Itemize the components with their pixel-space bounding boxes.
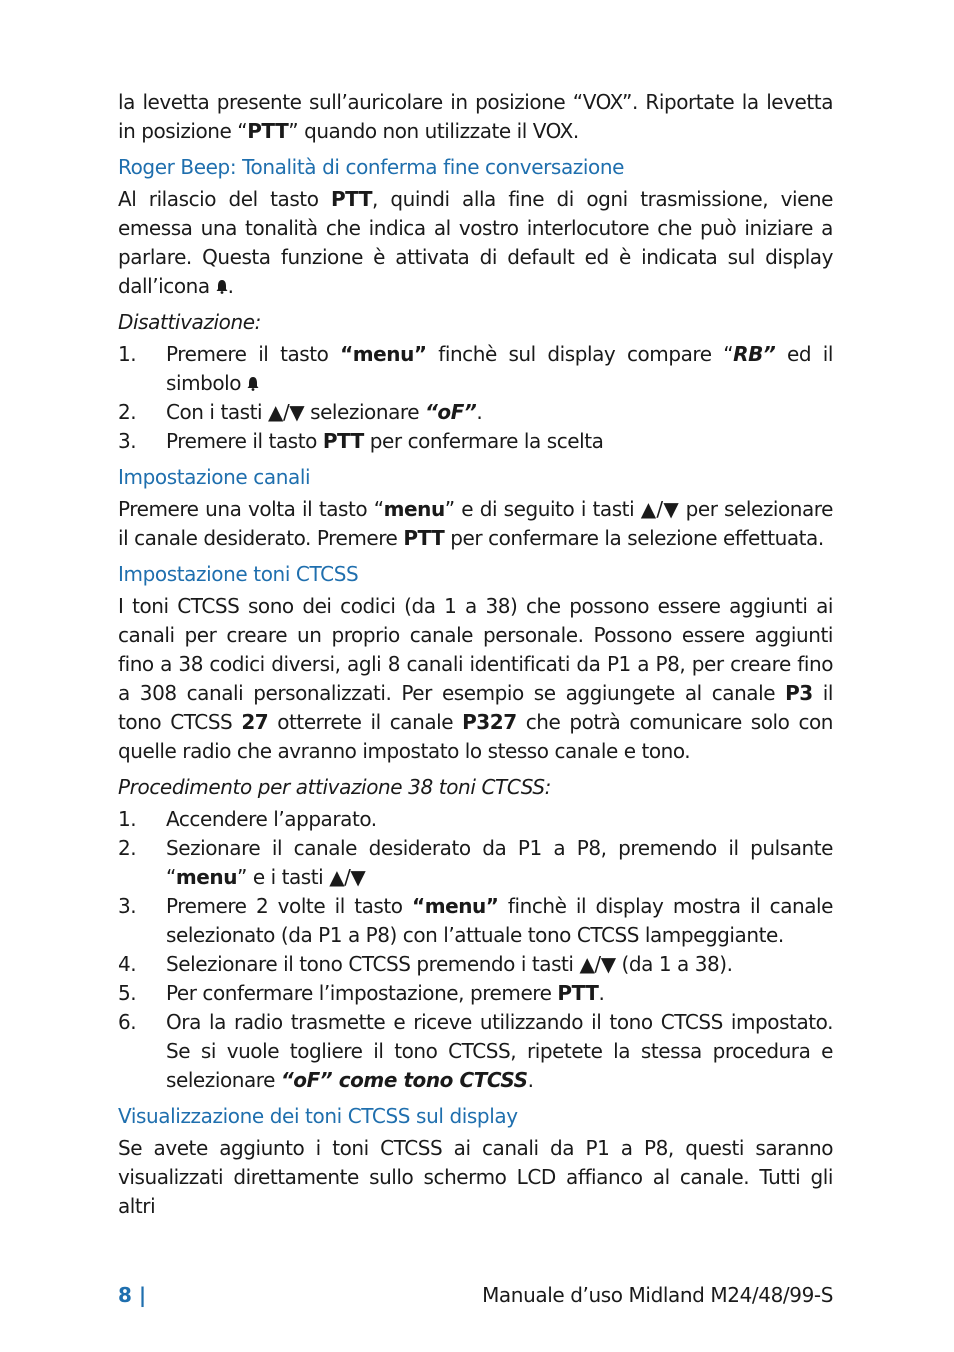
text: / — [282, 400, 290, 424]
text-bold: PTT — [403, 526, 445, 550]
text-bold-italic: “oF” come tono CTCSS — [280, 1068, 528, 1092]
text-bold-italic: “oF” — [424, 400, 477, 424]
list-text — [166, 834, 833, 892]
roger-steps — [118, 340, 833, 456]
text: Premere il tasto — [166, 342, 341, 366]
text: ” e di seguito i tasti — [444, 497, 641, 521]
list-text — [166, 805, 833, 834]
list-item — [118, 340, 833, 398]
text-bold: “menu” — [412, 894, 499, 918]
list-text — [166, 1008, 833, 1095]
page-number: 8 | — [118, 1283, 147, 1307]
text-bold: PTT — [557, 981, 599, 1005]
arrow-down-icon: ▼ — [289, 400, 305, 424]
text: ed il simbolo — [166, 342, 833, 395]
text: / — [594, 952, 601, 976]
text: (da 1 a 38). — [615, 952, 733, 976]
channels-paragraph — [118, 495, 833, 553]
text: Per confermare l’impostazione, premere — [166, 981, 558, 1005]
text: otterrete il canale — [268, 710, 463, 734]
list-text — [166, 398, 833, 427]
intro-paragraph — [118, 88, 833, 146]
text: che potrà comunicare solo con quelle radio che avranno impostato lo stesso canale e tono. — [118, 710, 834, 763]
text-bold: PTT — [322, 429, 364, 453]
list-number: 1. — [118, 807, 137, 831]
text-bold-italic: RB” — [733, 342, 776, 366]
bell-icon — [247, 376, 259, 391]
text: ” e i tasti — [237, 865, 330, 889]
list-number: 2. — [118, 836, 137, 860]
list-item — [118, 1008, 833, 1095]
text: . — [527, 1068, 534, 1092]
text: / — [344, 865, 351, 889]
arrow-up-icon: ▲ — [640, 497, 657, 521]
heading-roger-beep: Roger Beep: Tonalità di conferma fine conversazione — [118, 155, 625, 179]
text-bold: menu — [383, 497, 445, 521]
text-bold: P3 — [785, 681, 813, 705]
text: Con i tasti — [166, 400, 269, 424]
text: . — [476, 400, 483, 424]
list-item — [118, 398, 833, 427]
list-item — [118, 427, 833, 456]
roger-paragraph — [118, 185, 833, 301]
text: Selezionare il tono CTCSS premendo i tasti — [166, 952, 580, 976]
text-bold: P327 — [462, 710, 517, 734]
text: Ora la radio trasmette e riceve utilizzando il tono CTCSS impostato. Se si vuole togliere il tono CTCSS, ripetete la stessa procedura e selezionare — [166, 1010, 833, 1092]
list-item — [118, 979, 833, 1008]
text: Sezionare il canale desiderato da P1 a P8, premendo il pulsante “ — [166, 836, 833, 889]
subheading-disattivazione: Disattivazione: — [118, 310, 261, 334]
subheading-procedimento: Procedimento per attivazione 38 toni CTCSS: — [118, 775, 551, 799]
text-bold: PTT — [330, 187, 373, 211]
ctcss-paragraph — [118, 592, 833, 766]
text: finchè il display mostra il canale selezionato (da P1 a P8) con l’attuale tono CTCSS lampeggiante. — [166, 894, 833, 947]
list-item — [118, 892, 833, 950]
arrow-up-icon: ▲ — [329, 865, 345, 889]
list-number: 6. — [118, 1010, 137, 1034]
text: Al rilascio del tasto — [118, 187, 331, 211]
list-item — [118, 805, 833, 834]
text: la levetta presente sull’auricolare in posizione “VOX”. Riportate la levetta in posizione “ — [118, 90, 833, 143]
text-bold: “menu” — [340, 342, 427, 366]
list-text — [166, 979, 833, 1008]
list-number: 4. — [118, 952, 137, 976]
list-number: 5. — [118, 981, 137, 1005]
text: , quindi alla fine di ogni trasmissione, viene emessa una tonalità che indica al vostro interlocutore che può iniziare a parlare. Questa funzione è attivata di default ed è indicata sul display dall’icona — [118, 187, 834, 298]
text: Premere una volta il tasto “ — [118, 497, 384, 521]
arrow-down-icon: ▼ — [600, 952, 616, 976]
heading-impostazione-ctcss: Impostazione toni CTCSS — [118, 562, 359, 586]
list-number: 1. — [118, 342, 137, 366]
text-bold: menu — [175, 865, 238, 889]
heading-impostazione-canali: Impostazione canali — [118, 465, 311, 489]
arrow-down-icon: ▼ — [350, 865, 366, 889]
heading-visualizzazione: Visualizzazione dei toni CTCSS sul display — [118, 1104, 518, 1128]
text: selezionare — [304, 400, 425, 424]
display-paragraph: Se avete aggiunto i toni CTCSS ai canali da P1 a P8, questi saranno visualizzati direttamente sullo schermo LCD affianco al canale. Tutti gli altri — [118, 1136, 833, 1218]
list-text — [166, 340, 833, 398]
list-number: 3. — [118, 429, 137, 453]
arrow-up-icon: ▲ — [579, 952, 595, 976]
manual-title: Manuale d’uso Midland M24/48/99-S — [482, 1283, 833, 1307]
text-bold: PTT — [247, 119, 289, 143]
text: . — [227, 274, 234, 298]
arrow-down-icon: ▼ — [662, 497, 679, 521]
list-item — [118, 834, 833, 892]
list-number: 3. — [118, 894, 137, 918]
text: per selezionare il canale desiderato. Premere — [118, 497, 833, 550]
text: / — [656, 497, 663, 521]
arrow-up-icon: ▲ — [268, 400, 283, 424]
list-item — [118, 950, 833, 979]
text-bold: 27 — [241, 710, 269, 734]
text: ” quando non utilizzate il VOX. — [288, 119, 579, 143]
text: Accendere l’apparato. — [166, 807, 377, 831]
list-number: 2. — [118, 400, 137, 424]
list-text — [166, 950, 833, 979]
page-content — [118, 88, 833, 1221]
text: Premere il tasto — [166, 429, 323, 453]
page-footer — [118, 1283, 833, 1313]
list-text — [166, 892, 833, 950]
text: il tono CTCSS — [118, 681, 833, 734]
ctcss-steps — [118, 805, 833, 1095]
list-text — [166, 427, 833, 456]
text: I toni CTCSS sono dei codici (da 1 a 38) che possono essere aggiunti ai canali per creare un proprio canale personale. Possono essere aggiunti fino a 38 codici diversi, agli 8 canali identificati da P1 a P8, per creare fino a 308 canali personalizzati. Per esempio se aggiungete al canale — [118, 594, 833, 705]
text: finchè sul display compare “ — [426, 342, 734, 366]
bell-icon — [216, 279, 228, 294]
text: per confermare la scelta — [363, 429, 604, 453]
text: per confermare la selezione effettuata. — [444, 526, 824, 550]
text: Premere 2 volte il tasto — [166, 894, 413, 918]
text: . — [598, 981, 605, 1005]
